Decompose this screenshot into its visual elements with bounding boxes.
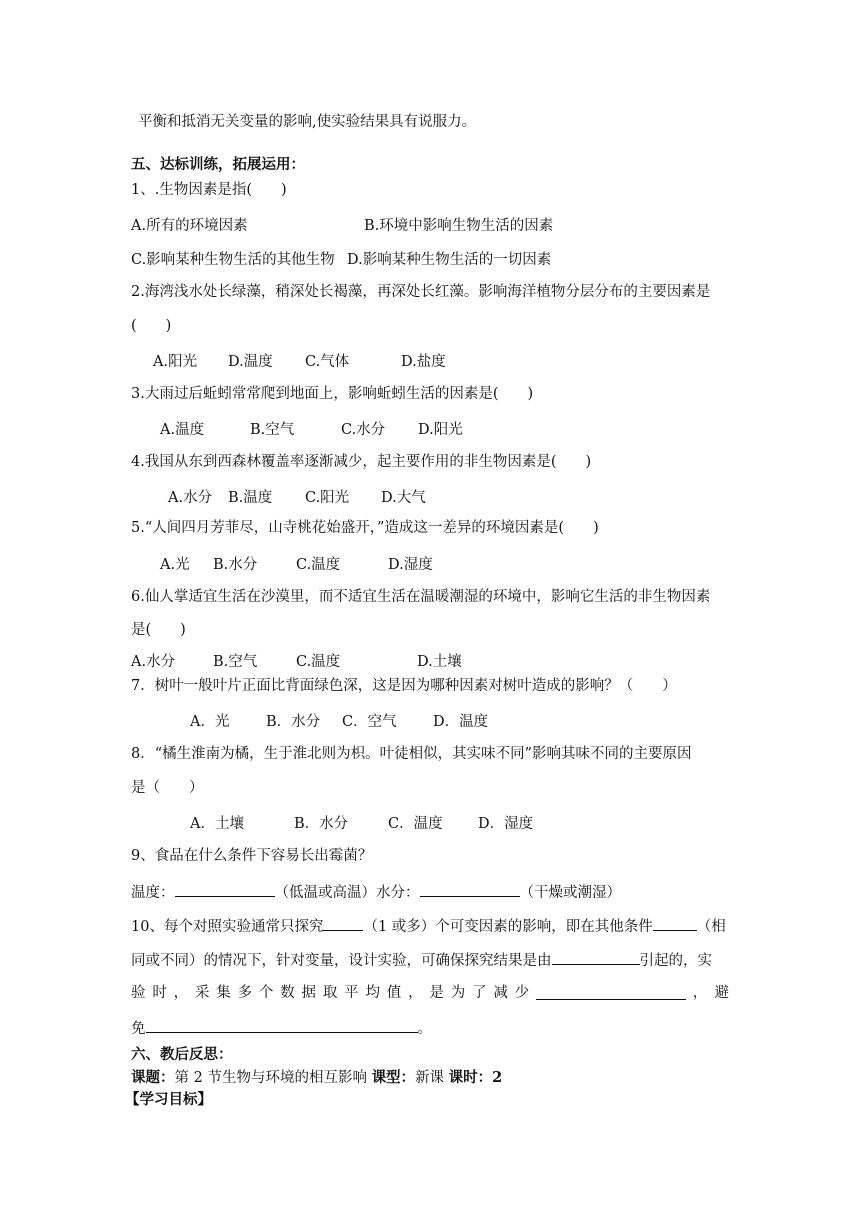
q1-option-c: C.影响某种生物生活的其他生物 xyxy=(131,252,335,268)
q5-option-a: A.光 xyxy=(160,557,190,573)
q10-word: 采 xyxy=(194,985,210,1001)
q10-word: 了 xyxy=(472,985,487,1001)
q9-water-hint: （干燥或潮湿） xyxy=(519,885,621,901)
question-9-stem: 9、食品在什么条件下容易长出霉菌？ xyxy=(131,848,373,864)
q10-word: 减 xyxy=(493,985,508,1001)
q10-word: 为 xyxy=(450,985,466,1001)
question-10-line-3 xyxy=(131,983,729,1003)
q8-option-d: D．湿度 xyxy=(478,816,534,832)
q6-option-a: A.水分 xyxy=(131,654,176,670)
q6-option-b: B.空气 xyxy=(213,654,258,670)
question-8-stem-cont: 是（ ） xyxy=(131,780,204,796)
q2-option-c: C.气体 xyxy=(305,354,350,370)
q5-option-c: C.温度 xyxy=(296,557,341,573)
q3-option-b: B.空气 xyxy=(250,422,295,438)
q8-option-c: C．温度 xyxy=(388,816,443,832)
intro-line: 平衡和抵消无关变量的影响,使实验结果具有说服力。 xyxy=(138,114,477,130)
q4-option-b: B.温度 xyxy=(228,490,273,506)
q5-option-b: B.水分 xyxy=(213,557,258,573)
q8-option-b: B．水分 xyxy=(294,816,349,832)
question-3-stem: 3.大雨过后蚯蚓常常爬到地面上，影响蚯蚓生活的因素是( ) xyxy=(131,386,534,402)
q10-line4-a: 免 xyxy=(131,1021,146,1037)
q10-word: 平 xyxy=(344,985,359,1001)
question-10-line-1 xyxy=(131,914,726,937)
q10-word: ， xyxy=(408,985,423,1001)
q4-option-a: A.水分 xyxy=(168,490,213,506)
q9-temp-blank[interactable] xyxy=(175,880,275,897)
q10-word: 验 xyxy=(131,985,146,1001)
q6-option-d: D.土壤 xyxy=(417,654,462,670)
q3-option-d: D.阳光 xyxy=(418,422,463,438)
q10-part-2: （1 或多）个可变因素的影响，即在其他条件 xyxy=(363,919,653,935)
lesson-topic-value: 第 2 节生物与环境的相互影响 xyxy=(174,1070,367,1086)
q10-blank-5[interactable] xyxy=(146,1016,418,1033)
q7-option-b: B．水分 xyxy=(266,714,321,730)
q2-option-b: D.温度 xyxy=(228,354,273,370)
q10-line2-b: 引起的，实 xyxy=(639,953,712,969)
q10-word: 是 xyxy=(429,985,444,1001)
q10-blank-2[interactable] xyxy=(653,914,697,931)
question-2-stem: 2.海湾浅水处长绿藻，稍深处长褐藻，再深处长红藻。影响海洋植物分层分布的主要因素是 xyxy=(131,284,711,300)
lesson-info-line xyxy=(131,1068,502,1088)
q10-word: ， xyxy=(173,985,189,1001)
q10-line3-end: ， 避 xyxy=(692,985,729,1001)
q10-word: 集 xyxy=(216,985,231,1001)
lesson-hours-label: 课时： xyxy=(448,1069,493,1086)
question-9-fill-line xyxy=(131,880,621,903)
q3-option-c: C.水分 xyxy=(341,422,386,438)
q10-word: 少 xyxy=(514,985,530,1001)
question-2-stem-cont: ( ) xyxy=(131,318,172,334)
q2-option-a: A.阳光 xyxy=(153,354,198,370)
question-10-line-2 xyxy=(131,948,712,971)
section-5-heading: 五、达标训练，拓展运用： xyxy=(131,156,305,173)
q10-part-3: （相 xyxy=(696,919,726,935)
q7-option-a: A．光 xyxy=(190,714,230,730)
question-6-stem: 6.仙人掌适宜生活在沙漠里，而不适宜生活在温暖潮湿的环境中，影响它生活的非生物因素 xyxy=(131,589,711,605)
q9-temp-hint: （低温或高温）水分： xyxy=(274,885,420,901)
q10-part-1: 10、每个对照实验通常只探究 xyxy=(131,919,324,935)
q6-option-c: C.温度 xyxy=(296,654,341,670)
q10-line2-a: 同或不同）的情况下，针对变量，设计实验，可确保探究结果是由 xyxy=(131,953,552,969)
q4-option-c: C.阳光 xyxy=(305,490,350,506)
section-6-heading: 六、教后反思： xyxy=(131,1046,233,1063)
q5-option-d: D.湿度 xyxy=(388,557,433,573)
lesson-topic-label: 课题： xyxy=(131,1069,175,1086)
q1-option-d: D.影响某种生物生活的一切因素 xyxy=(347,252,552,268)
q9-temp-label: 温度： xyxy=(131,885,175,901)
q10-word: 值 xyxy=(386,985,402,1001)
question-4-stem: 4.我国从东到西森林覆盖率逐渐减少，起主要作用的非生物因素是( ) xyxy=(131,454,592,470)
q7-option-c: C．空气 xyxy=(342,714,397,730)
question-8-stem: 8．“橘生淮南为橘，生于淮北则为枳。叶徒相似，其实味不同”影响其味不同的主要原因 xyxy=(131,746,692,762)
q10-word: 多 xyxy=(237,985,253,1001)
q10-blank-4[interactable] xyxy=(536,983,686,1000)
lesson-hours-value: 2 xyxy=(492,1069,503,1086)
q9-water-blank[interactable] xyxy=(420,880,520,897)
q10-word: 时 xyxy=(152,985,167,1001)
question-7-stem: 7．树叶一般叶片正面比背面绿色深，这是因为哪种因素对树叶造成的影响？（ ） xyxy=(131,678,677,694)
question-10-line-4 xyxy=(131,1016,432,1039)
q10-blank-3[interactable] xyxy=(552,948,640,965)
objectives-heading: 【学习目标】 xyxy=(125,1091,212,1108)
q4-option-d: D.大气 xyxy=(381,490,426,506)
lesson-type-value: 新课 xyxy=(415,1070,445,1086)
q1-option-b: B.环境中影响生物生活的因素 xyxy=(364,218,554,234)
q10-word: 取 xyxy=(322,985,338,1001)
q2-option-d: D.盐度 xyxy=(401,354,446,370)
q3-option-a: A.温度 xyxy=(160,422,205,438)
question-1-stem: 1、.生物因素是指( ) xyxy=(131,182,287,198)
q10-blank-1[interactable] xyxy=(323,914,363,931)
q8-option-a: A．土壤 xyxy=(190,816,244,832)
q7-option-d: D．温度 xyxy=(433,714,489,730)
lesson-type-label: 课型： xyxy=(371,1069,416,1086)
question-5-stem: 5.“人间四月芳菲尽，山寺桃花始盛开，”造成这一差异的环境因素是( ) xyxy=(131,520,599,536)
q10-word: 均 xyxy=(365,985,380,1001)
q10-word: 数 xyxy=(280,985,295,1001)
q10-line4-b: 。 xyxy=(417,1021,432,1037)
question-6-stem-cont: 是( ) xyxy=(131,622,186,638)
q10-word: 据 xyxy=(301,985,316,1001)
q10-word: 个 xyxy=(258,985,274,1001)
q1-option-a: A.所有的环境因素 xyxy=(131,218,248,234)
